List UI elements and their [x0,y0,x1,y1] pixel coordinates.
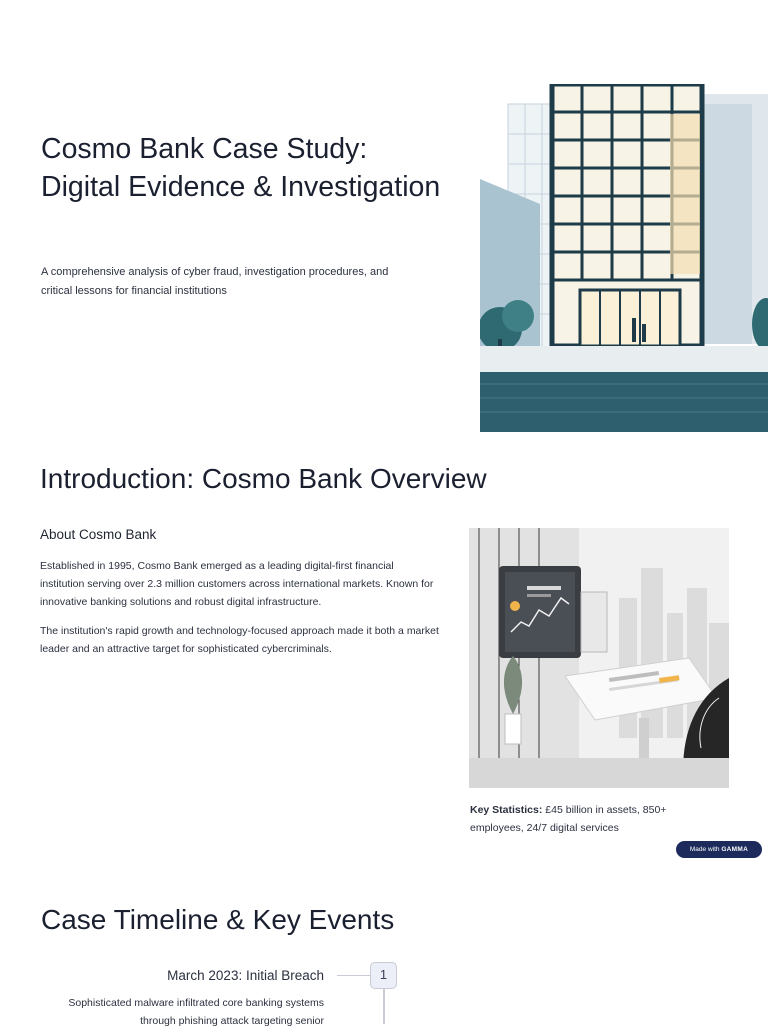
timeline-vertical-line [383,989,385,1024]
timeline-connector [337,975,370,976]
gamma-logo: GAMMA [721,846,749,853]
digital-banking-office-illustration [469,528,729,788]
hero-title: Cosmo Bank Case Study: Digital Evidence & Investigation [41,133,441,203]
made-with-gamma-badge[interactable] [676,841,762,858]
intro-paragraph-2: The institution's rapid growth and technology-focused approach made it both a market leader and an attractive target for sophisticated cybercriminals. [40,625,439,655]
key-statistics-value: £45 billion in assets, 850+ employees, 24/7 digital services [470,804,667,834]
timeline-step-badge: 1 [370,962,397,989]
about-heading: About Cosmo Bank [40,527,157,542]
timeline-title: Case Timeline & Key Events [41,904,395,935]
intro-paragraph-1: Established in 1995, Cosmo Bank emerged as a leading digital-first financial institution serving over 2.3 million customers across international markets. Known for innovative banking solutions and robust digital infrastructure. [40,560,434,608]
key-statistics [470,801,710,837]
timeline-event-description: Sophisticated malware infiltrated core banking systems through phishing attack targeting senior [68,997,324,1027]
hero-subtitle: A comprehensive analysis of cyber fraud, investigation procedures, and critical lessons for financial institutions [41,266,389,297]
made-with-label: Made with [689,846,722,853]
key-statistics-label: Key Statistics: [470,804,543,816]
intro-title: Introduction: Cosmo Bank Overview [40,463,487,494]
bank-building-illustration [480,84,768,432]
timeline-event-title: March 2023: Initial Breach [167,968,324,983]
